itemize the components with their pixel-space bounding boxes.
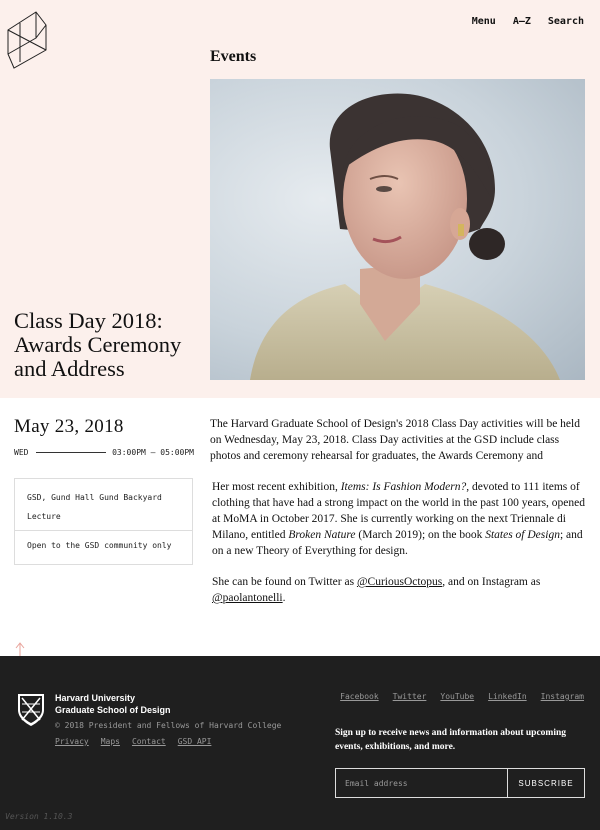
instagram-handle-link[interactable]: @paolantonelli <box>212 592 283 604</box>
triennale-title: Broken Nature <box>288 529 356 541</box>
privacy-link[interactable]: Privacy <box>55 737 89 746</box>
linkedin-link[interactable]: LinkedIn <box>488 692 527 701</box>
event-info-box <box>14 478 193 565</box>
book-title: States of Design <box>485 529 560 541</box>
top-nav <box>472 16 584 27</box>
footer-links <box>55 737 211 746</box>
youtube-link[interactable]: YouTube <box>440 692 475 701</box>
hero <box>0 0 600 398</box>
social-links <box>340 692 584 701</box>
event-location: GSD, Gund Hall Gund Backyard <box>27 493 162 502</box>
menu-link[interactable]: Menu <box>471 16 496 27</box>
day-time-row <box>14 448 194 457</box>
divider <box>36 452 106 453</box>
footer <box>0 656 600 830</box>
event-type: Lecture <box>27 512 61 521</box>
maps-link[interactable]: Maps <box>100 737 120 746</box>
contact-link[interactable]: Contact <box>131 737 166 746</box>
text-span: , and on Instagram as <box>442 576 541 588</box>
harvard-shield-icon[interactable] <box>16 692 46 728</box>
version-label: Version 1.10.3 <box>5 812 73 821</box>
social-paragraph <box>212 574 590 606</box>
text-span: Her most recent exhibition, <box>212 481 341 493</box>
event-time: 03:00PM – 05:00PM <box>112 448 194 457</box>
event-audience: Open to the GSD community only <box>27 541 172 550</box>
event-photo <box>210 79 585 380</box>
facebook-link[interactable]: Facebook <box>340 692 379 701</box>
email-input[interactable] <box>335 768 508 798</box>
section-label[interactable]: Events <box>210 48 257 65</box>
text-span: , devoted to 111 items of clothing that have had a strong impact on the world in the past 100 years, opened at MoMA in October 2017. She is currently working on the next Triennale di Milano, entitled <box>212 481 586 541</box>
text-span: . <box>282 592 286 604</box>
signup-text: Sign up to receive news and information about upcoming events, exhibitions, and more. <box>335 728 567 752</box>
event-day: WED <box>14 448 29 457</box>
description-paragraph: The Harvard Graduate School of Design's 2018 Class Day activities will be held on Wednesday, May 23, 2018. Class Day activities at the GSD include class photos and ceremony rehearsal for graduates, the Awards Ceremony and <box>210 418 580 462</box>
text-span: (March 2019); on the book <box>355 529 486 541</box>
gsd-logo-icon[interactable] <box>6 10 50 70</box>
event-date: May 23, 2018 <box>14 416 124 437</box>
text-span: ; and on a new Theory of Everything for design. <box>212 529 583 557</box>
location-block <box>15 479 192 531</box>
twitter-handle-link[interactable]: @CuriousOctopus <box>356 576 443 588</box>
university-label: Harvard University <box>55 693 136 703</box>
text-span: She can be found on Twitter as <box>212 576 357 588</box>
copyright: © 2018 President and Fellows of Harvard College <box>55 721 282 730</box>
school-label: Graduate School of Design <box>55 705 171 715</box>
search-link[interactable]: Search <box>547 16 584 27</box>
event-title: Class Day 2018: Awards Ceremony and Address <box>14 308 182 381</box>
exhibition-title: Items: Is Fashion Modern? <box>340 481 467 493</box>
gsd-api-link[interactable]: GSD API <box>177 737 212 746</box>
bio-paragraph <box>212 479 590 559</box>
az-link[interactable]: A–Z <box>512 16 531 27</box>
instagram-link[interactable]: Instagram <box>540 692 584 701</box>
subscribe-button[interactable]: SUBSCRIBE <box>507 768 585 798</box>
twitter-link[interactable]: Twitter <box>392 692 427 701</box>
university-name <box>55 692 171 716</box>
